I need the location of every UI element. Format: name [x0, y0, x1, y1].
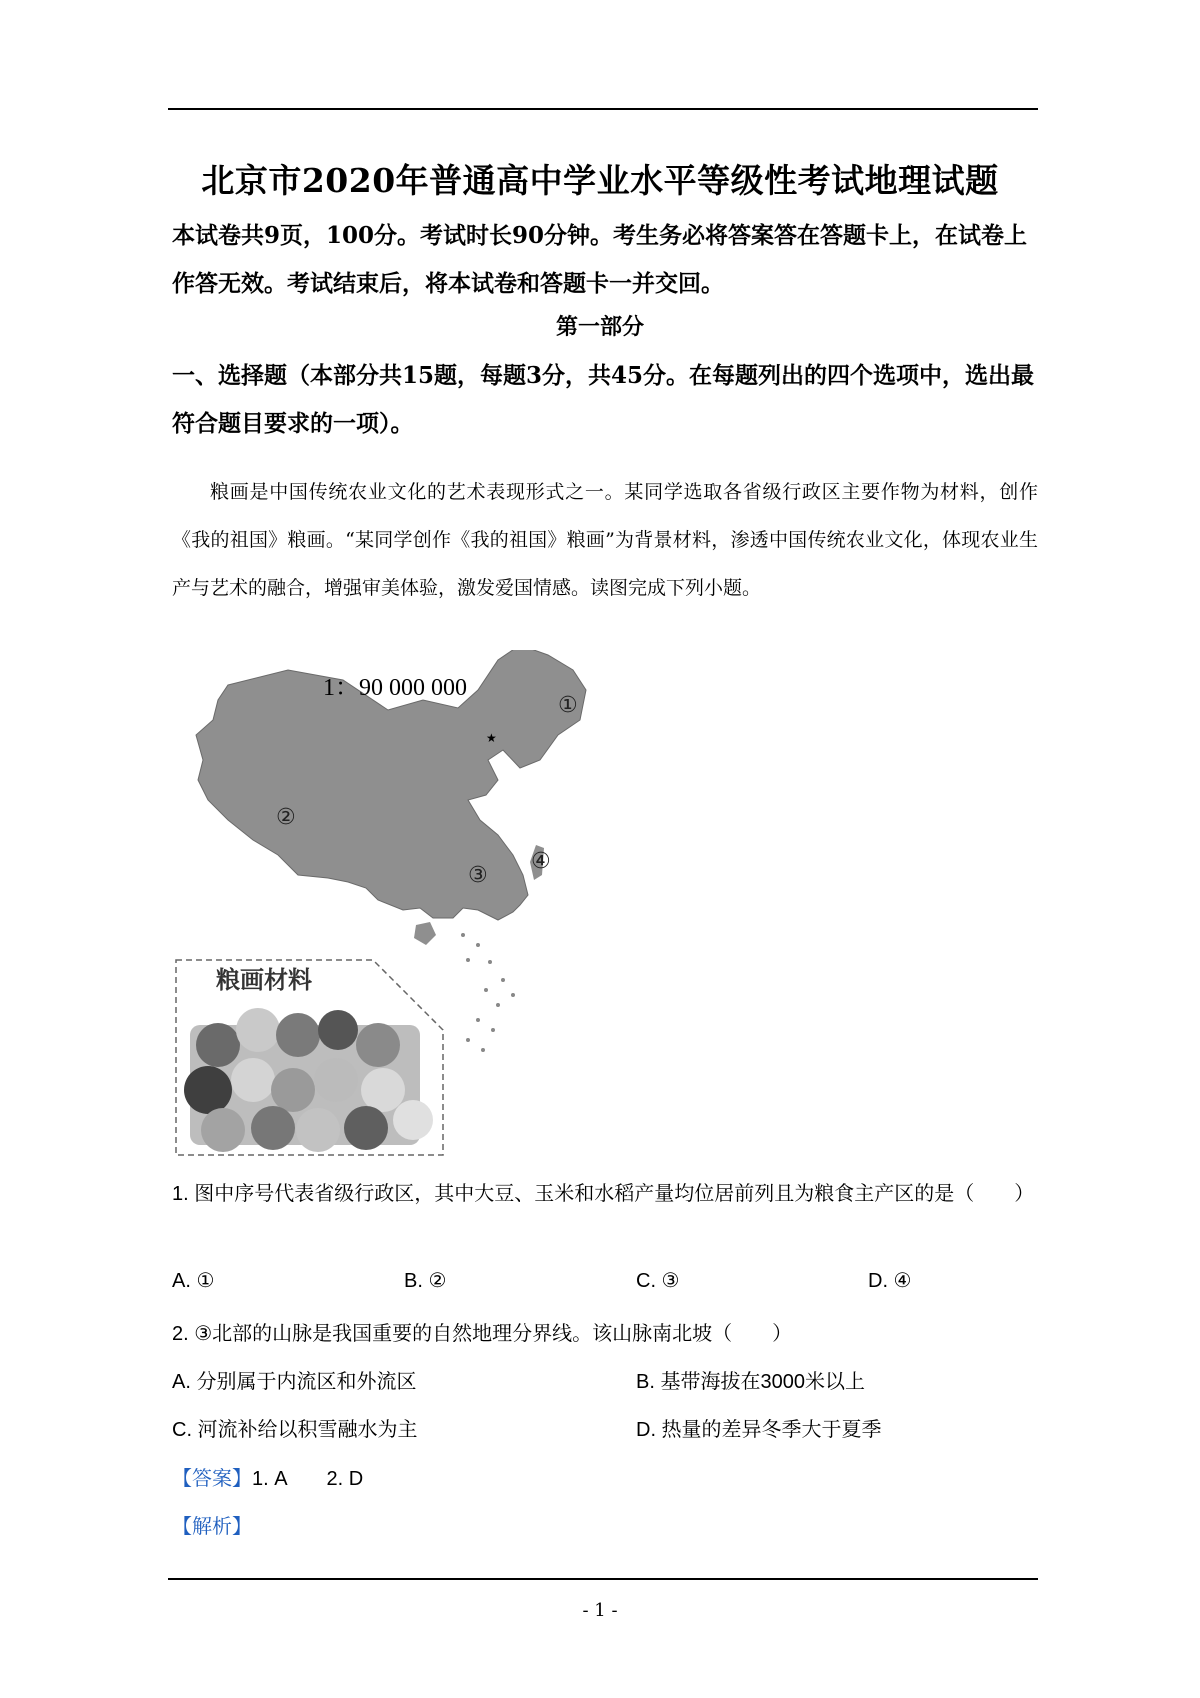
footer-rule: [168, 1578, 1038, 1580]
answer-line: [172, 1462, 363, 1491]
capital-star-icon: ★: [486, 731, 497, 745]
reading-passage: 粮画是中国传统农业文化的艺术表现形式之一。某同学选取各省级行政区主要作物为材料，创作《我的祖国》粮画。“某同学创作《我的祖国》粮画”为背景材料，渗透中国传统农业文化，体现农业生产与艺术的融合，增强审美体验，激发爱国情感。读图完成下列小题。: [172, 481, 1038, 599]
answer-text: 1. A 2. D: [252, 1468, 364, 1490]
map-scale: 1：90 000 000: [323, 675, 467, 701]
exam-intro: 本试卷共9页，100分。考试时长90分钟。考生务必将答案答在答题卡上，在试卷上作答无效。考试结束后，将本试卷和答题卡一并交回。: [172, 222, 1028, 297]
grain-sacks-image: [184, 1008, 433, 1152]
q2-option-d: D. 热量的差异冬季大于夏季: [636, 1419, 882, 1441]
q2-option-a: A. 分别属于内流区和外流区: [172, 1371, 417, 1393]
q1-option-d: D. ④: [868, 1270, 912, 1292]
answer-tag: 【答案】: [172, 1468, 252, 1490]
header-rule: [168, 108, 1038, 110]
south-sea-islands: [461, 933, 515, 1052]
q1-option-a: A. ①: [172, 1270, 215, 1292]
marker-4: ④: [531, 849, 551, 874]
page-title: 北京市2020年普通高中学业水平等级性考试地理试题: [201, 161, 999, 200]
section-title: 第一部分: [555, 314, 644, 340]
marker-1: ①: [558, 693, 578, 718]
q1-option-c: C. ③: [636, 1270, 680, 1292]
inset-title: 粮画材料: [216, 965, 312, 994]
q1-option-b: B. ②: [404, 1270, 447, 1292]
question-2: 2. ③北部的山脉是我国重要的自然地理分界线。该山脉南北坡（ ）: [172, 1323, 793, 1345]
page-number: - 1 -: [582, 1600, 618, 1621]
marker-3: ③: [468, 863, 488, 888]
part1-heading: 一、选择题（本部分共15题，每题3分，共45分。在每题列出的四个选项中，选出最符合题目要求的一项）。: [172, 362, 1035, 437]
q2-option-b: B. 基带海拔在3000米以上: [636, 1371, 865, 1393]
hainan-island: [414, 922, 436, 945]
q2-option-c: C. 河流补给以积雪融水为主: [172, 1419, 418, 1441]
analysis-tag: 【解析】: [172, 1514, 252, 1538]
analysis-line: [172, 1510, 252, 1539]
marker-2: ②: [276, 805, 296, 830]
china-map-figure: [168, 650, 688, 1160]
question-1: 1. 图中序号代表省级行政区，其中大豆、玉米和水稻产量均位居前列且为粮食主产区的是（ ）: [172, 1183, 1035, 1205]
